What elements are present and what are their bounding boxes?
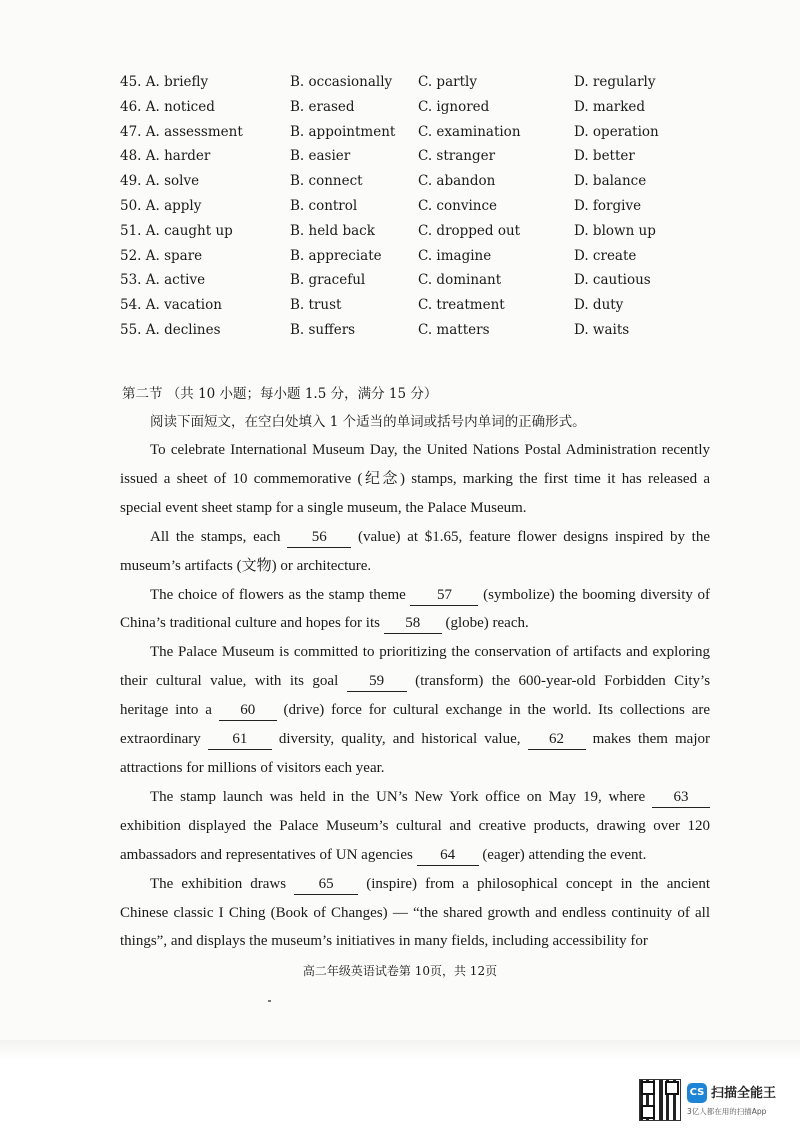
option-a: 49. A. solve — [120, 173, 200, 190]
option-d: D. create — [574, 247, 637, 264]
option-d: D. regularly — [574, 74, 656, 90]
option-row — [120, 270, 680, 295]
options-table — [120, 72, 680, 345]
blank-58[interactable]: 58 — [384, 613, 442, 634]
option-d: D. marked — [574, 98, 646, 115]
option-b: B. connect — [290, 173, 363, 190]
option-d: D. blown up — [574, 222, 656, 239]
option-b: B. appointment — [290, 123, 396, 140]
option-row — [120, 171, 680, 196]
scanner-watermark — [640, 1080, 790, 1120]
option-row — [120, 97, 680, 122]
option-b: B. suffers — [290, 321, 356, 338]
option-c: C. dropped out — [418, 222, 521, 239]
option-b: B. occasionally — [290, 74, 393, 90]
option-d: D. better — [574, 148, 635, 165]
option-c: C. abandon — [418, 173, 496, 190]
paragraph-1: To celebrate International Museum Day, the United Nations Postal Administration recently issued a sheet of 10 commemorative (纪念) stamps, marking the first time it has released a special event sheet stamp for a single museum, the Palace Museum. — [120, 442, 710, 516]
blank-59[interactable]: 59 — [347, 671, 407, 692]
option-row — [120, 320, 680, 345]
paragraph-4: The Palace Museum is committed to prioritizing the conservation of artifacts and exploring their cultural value, with its goal 59 (transform) the 600-year-old Forbidden City’s heritage into a 60 (drive) force for cultural exchange in the world. Its collections are extraordinary 61 diversity, quality, and historical value, 62 makes them major attractions for millions of visitors each year. — [120, 644, 711, 776]
option-c: C. examination — [418, 123, 521, 140]
option-row — [120, 246, 680, 271]
option-c: C. treatment — [418, 297, 505, 314]
option-d: D. cautious — [574, 272, 651, 289]
option-a: 48. A. harder — [120, 148, 211, 165]
option-row — [120, 295, 680, 320]
option-c: C. partly — [418, 74, 477, 90]
blank-65[interactable]: 65 — [294, 874, 358, 895]
option-c: C. convince — [418, 197, 498, 214]
option-c: C. dominant — [418, 272, 502, 289]
qr-code-icon — [640, 1080, 680, 1120]
option-b: B. appreciate — [290, 247, 382, 264]
option-a: 51. A. caught up — [120, 222, 233, 239]
option-d: D. waits — [574, 321, 630, 338]
option-row — [120, 122, 680, 147]
option-a: 54. A. vacation — [120, 297, 222, 314]
option-d: D. duty — [574, 297, 624, 314]
option-a: 47. A. assessment — [120, 123, 243, 140]
blank-57[interactable]: 57 — [410, 585, 478, 606]
option-b: B. control — [290, 197, 358, 214]
reading-passage — [120, 436, 710, 956]
watermark-tagline: 3亿人都在用的扫描App — [687, 1107, 767, 1116]
option-c: C. ignored — [418, 98, 490, 115]
option-a: 46. A. noticed — [120, 98, 215, 115]
paragraph-2: All the stamps, each 56 (value) at $1.65, feature flower designs inspired by the museum’s artifacts (文物) or architecture. — [120, 528, 711, 574]
option-c: C. stranger — [418, 148, 496, 165]
blank-56[interactable]: 56 — [287, 527, 351, 548]
blank-64[interactable]: 64 — [417, 845, 479, 866]
section-title: 第二节 （共 10 小题；每小题 1.5 分，满分 15 分） — [122, 386, 438, 402]
paragraph-3: The choice of flowers as the stamp theme 57 (symbolize) the booming diversity of China’s traditional culture and hopes for its 58 (globe) reach. — [120, 581, 710, 639]
option-d: D. operation — [574, 123, 659, 140]
option-row — [120, 72, 680, 97]
blank-62[interactable]: 62 — [528, 729, 586, 750]
option-b: B. trust — [290, 297, 342, 314]
option-d: D. balance — [574, 173, 647, 190]
option-a: 55. A. declines — [120, 321, 221, 338]
option-b: B. easier — [290, 148, 351, 165]
blank-60[interactable]: 60 — [219, 700, 277, 721]
option-c: C. imagine — [418, 247, 492, 264]
paper-edge — [0, 1040, 800, 1060]
watermark-app-name: 扫描全能王 — [711, 1086, 777, 1101]
option-row — [120, 146, 680, 171]
page-footer: 高二年级英语试卷第 10页，共 12页 — [302, 964, 498, 978]
option-b: B. held back — [290, 222, 375, 239]
section-instruction: 阅读下面短文，在空白处填入 1 个适当的单词或括号内单词的正确形式。 — [150, 414, 586, 430]
blank-63[interactable]: 63 — [652, 787, 710, 808]
option-b: B. erased — [290, 98, 355, 115]
option-a: 52. A. spare — [120, 247, 203, 264]
camscanner-logo-icon: CS — [687, 1083, 707, 1103]
option-a: 53. A. active — [120, 272, 206, 289]
scan-speck — [268, 1000, 271, 1002]
option-row — [120, 196, 680, 221]
option-a: 45. A. briefly — [120, 74, 209, 90]
option-a: 50. A. apply — [120, 197, 202, 214]
blank-61[interactable]: 61 — [208, 729, 272, 750]
option-b: B. graceful — [290, 272, 366, 289]
paragraph-5: The stamp launch was held in the UN’s New York office on May 19, where 63 exhibition displayed the Palace Museum’s cultural and creative products, drawing over 120 ambassadors and representatives of UN agencies 64 (eager) attending the event. — [120, 783, 710, 870]
option-c: C. matters — [418, 321, 490, 338]
paragraph-6: The exhibition draws 65 (inspire) from a philosophical concept in the ancient Chinese classic I Ching (Book of Changes) — “the shared growth and endless continuity of all things”, and displays the museum’s initiatives in many fields, including accessibility for — [120, 875, 711, 950]
option-row — [120, 221, 680, 246]
option-d: D. forgive — [574, 197, 642, 214]
